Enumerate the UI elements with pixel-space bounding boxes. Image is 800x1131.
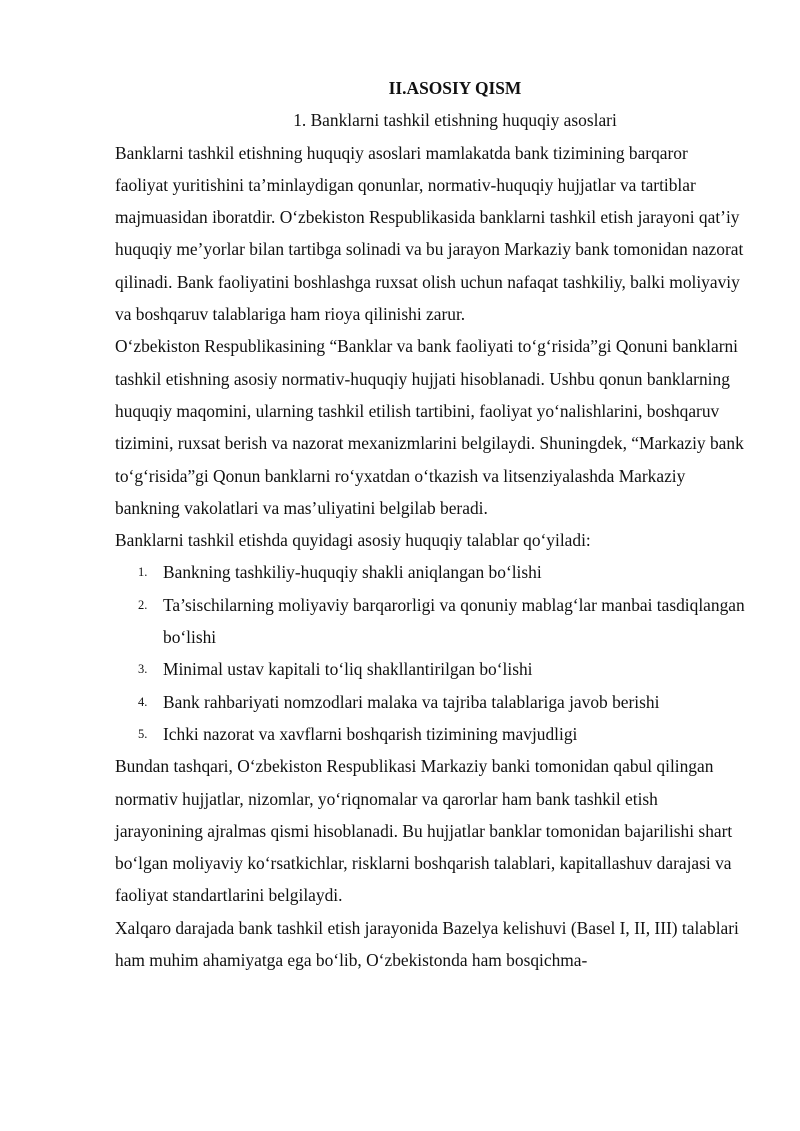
list-item-text: Bankning tashkiliy-huquqiy shakli aniqlangan bo‘lishi <box>163 562 542 583</box>
paragraph-basel: Xalqaro darajada bank tashkil etish jarayonida Bazelya kelishuvi (Basel I, II, III) talablari ham muhim ahamiyatga ega bo‘lib, O‘zbekistonda ham bosqichma- <box>115 917 739 971</box>
list-item-number: 5. <box>138 726 148 741</box>
page-title: II.ASOSIY QISM <box>388 78 522 98</box>
list-item <box>115 556 745 588</box>
list-item-number: 1. <box>138 565 148 580</box>
section-title: 1. Banklarni tashkil etishning huquqiy asoslari <box>293 110 617 131</box>
list-item <box>115 589 745 654</box>
list-item <box>115 718 745 750</box>
paragraph-intro: Banklarni tashkil etishning huquqiy asoslari mamlakatda bank tizimining barqaror faoliyat yuritishini ta’minlaydigan qonunlar, normativ-huquqiy hujjatlar va tartiblar majmuasidan iboratdir. O‘zbekiston Respublikasida banklarni tashkil etish jarayoni qat’iy huquqiy me’yorlar bilan tartibga solinadi va bu jarayon Markaziy bank tomonidan nazorat qilinadi. Bank faoliyatini boshlashga ruxsat olish uchun nafaqat tashkiliy, balki moliyaviy va boshqaruv talablariga ham rioya qilinishi zarur. <box>115 142 744 325</box>
list-item-text: Ta’sischilarning moliyaviy barqarorligi va qonuniy mablag‘lar manbai tasdiqlangan bo‘lishi <box>163 594 745 648</box>
list-item-number: 3. <box>138 662 148 677</box>
paragraph-list-lead: Banklarni tashkil etishda quyidagi asosiy huquqiy talablar qo‘yiladi: <box>115 530 591 551</box>
list-item <box>115 653 745 685</box>
list-item <box>115 686 745 718</box>
list-item-number: 4. <box>138 694 148 709</box>
requirements-list <box>115 556 745 750</box>
list-item-text: Minimal ustav kapitali to‘liq shakllantirilgan bo‘lishi <box>163 659 533 680</box>
document-page <box>115 72 745 976</box>
paragraph-central-bank: Bundan tashqari, O‘zbekiston Respublikasi Markaziy banki tomonidan qabul qilingan normativ hujjatlar, nizomlar, yo‘riqnomalar va qarorlar ham bank tashkil etish jarayonining ajralmas qismi hisoblanadi. Bu hujjatlar banklar tomonidan bajarilishi shart bo‘lgan moliyaviy ko‘rsatkichlar, risklarni boshqarish talablari, kapitallashuv darajasi va faoliyat standartlarini belgilaydi. <box>115 756 733 906</box>
list-item-number: 2. <box>138 597 148 612</box>
paragraph-law: O‘zbekiston Respublikasining “Banklar va bank faoliyati to‘g‘risida”gi Qonuni banklarni tashkil etishning asosiy normativ-huquqiy hujjati hisoblanadi. Ushbu qonun banklarning huquqiy maqomini, ularning tashkil etilish tartibini, faoliyat yo‘nalishlarini, boshqaruv tizimini, ruxsat berish va nazorat mexanizmlarini belgilaydi. Shuningdek, “Markaziy bank to‘g‘risida”gi Qonun banklarni ro‘yxatdan o‘tkazish va litsenziyalashda Markaziy bankning vakolatlari va mas’uliyatini belgilab beradi. <box>115 336 744 518</box>
list-item-text: Bank rahbariyati nomzodlari malaka va tajriba talablariga javob berishi <box>163 691 660 712</box>
list-item-text: Ichki nazorat va xavflarni boshqarish tizimining mavjudligi <box>163 723 578 744</box>
